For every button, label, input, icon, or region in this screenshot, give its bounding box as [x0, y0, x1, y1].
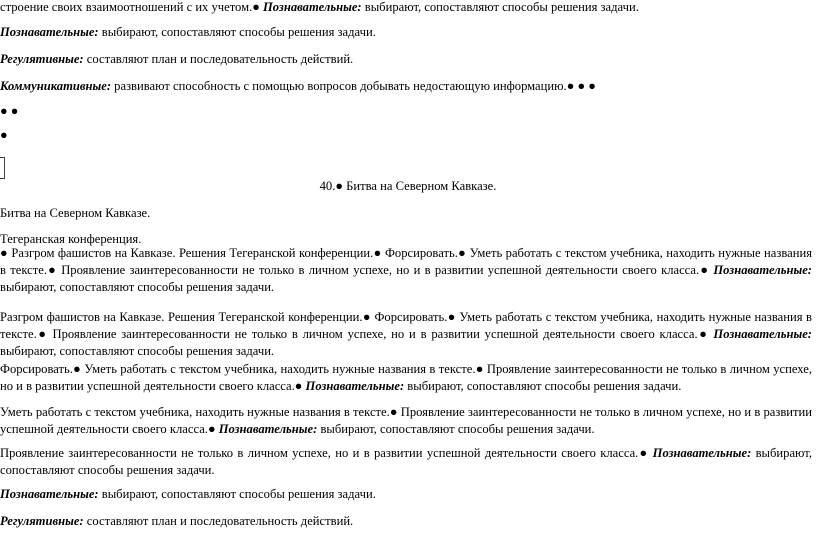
bullet: ● [10, 104, 19, 118]
bullet: ● [46, 263, 57, 277]
paragraph-1: Битва на Северном Кавказе. [0, 206, 151, 220]
bullet: ● [697, 327, 709, 341]
label-cognitive: Познавательные: [0, 25, 99, 39]
bullet: ● [566, 79, 575, 93]
bullet: ● [373, 246, 382, 260]
bullet: ● [335, 179, 343, 193]
label-cognitive: Познавательные: [0, 487, 99, 501]
paragraph-4: Разгром фашистов на Кавказе. Решения Тегеранской конференции.● Форсировать.● Уметь работать с текстом учебника, находить нужные названия в тексте.● Проявление заинтересованности не только в личном успехе, но и в развитии успешной деятельности своего класса.● Познавательные: выбирают, сопоставляют способы решения задачи. [0, 310, 812, 358]
label-communicative: Коммуникативные: [0, 79, 112, 93]
text-line-3: Регулятивные: составляют план и последовательность действий. [0, 52, 354, 66]
paragraph-5: Форсировать.● Уметь работать с текстом учебника, находить нужные названия в тексте.● Проявление заинтересованности не только в личном успехе, но и в развитии успешной деятельности своего класса.● Познавательные: выбирают, сопоставляют способы решения задачи. [0, 362, 813, 393]
bullet: ● [36, 327, 48, 341]
bullet: ● [699, 263, 710, 277]
text-cursor-box [0, 157, 5, 179]
bullet: ● [447, 310, 456, 324]
bullet: ● [475, 362, 484, 376]
bullet: ● [638, 446, 649, 460]
paragraph-3: ● Разгром фашистов на Кавказе. Решения Тегеранской конференции.● Форсировать.● Уметь работать с текстом учебника, находить нужные названия в тексте.● Проявление заинтересованности не только в личном успехе, но и в развитии успешной деятельности своего класса.● Познавательные: выбирают, сопоставляют способы решения задачи. [0, 246, 812, 294]
bullet: ● [252, 0, 260, 14]
bullet: ● [588, 79, 596, 93]
bullet: ● [389, 405, 398, 419]
paragraph-6: Уметь работать с текстом учебника, находить нужные названия в тексте.● Проявление заинтересованности не только в личном успехе, но и в развитии успешной деятельности своего класса.● Познавательные: выбирают, сопоставляют способы решения задачи. [0, 405, 813, 436]
label-regulatory: Регулятивные: [0, 514, 84, 528]
bullet-line [0, 103, 812, 120]
label-regulatory: Регулятивные: [0, 52, 84, 66]
bullet: ● [0, 246, 8, 260]
paragraph-2: Тегеранская конференция. [0, 232, 142, 246]
bullet: ● [0, 104, 8, 118]
label-cognitive: Познавательные: [263, 0, 362, 14]
bullet-line [0, 127, 812, 144]
text-line-4: Коммуникативные: развивают способность с помощью вопросов добывать недостающую информацию.● ● ● [0, 79, 596, 93]
text-line-1: строение своих взаимоотношений с их учетом.● Познавательные: выбирают, сопоставляют способы решения задачи. [0, 0, 639, 14]
text-line-8: Познавательные: выбирают, сопоставляют способы решения задачи. [0, 487, 376, 501]
bullet: ● [457, 246, 467, 260]
bullet: ● [577, 79, 586, 93]
paragraph-7: Проявление заинтересованности не только в личном успехе, но и в развитии успешной деятельности своего класса.● Познавательные: выбирают, сопоставляют способы решения задачи. [0, 446, 812, 477]
bullet: ● [0, 128, 8, 142]
bullet: ● [294, 379, 303, 393]
text-line-2: Познавательные: выбирают, сопоставляют способы решения задачи. [0, 25, 376, 39]
bullet: ● [362, 310, 371, 324]
text-line-9: Регулятивные: составляют план и последовательность действий. [0, 514, 354, 528]
bullet: ● [207, 422, 216, 436]
bullet: ● [72, 362, 81, 376]
section-heading: 40.● Битва на Северном Кавказе. [319, 179, 497, 193]
